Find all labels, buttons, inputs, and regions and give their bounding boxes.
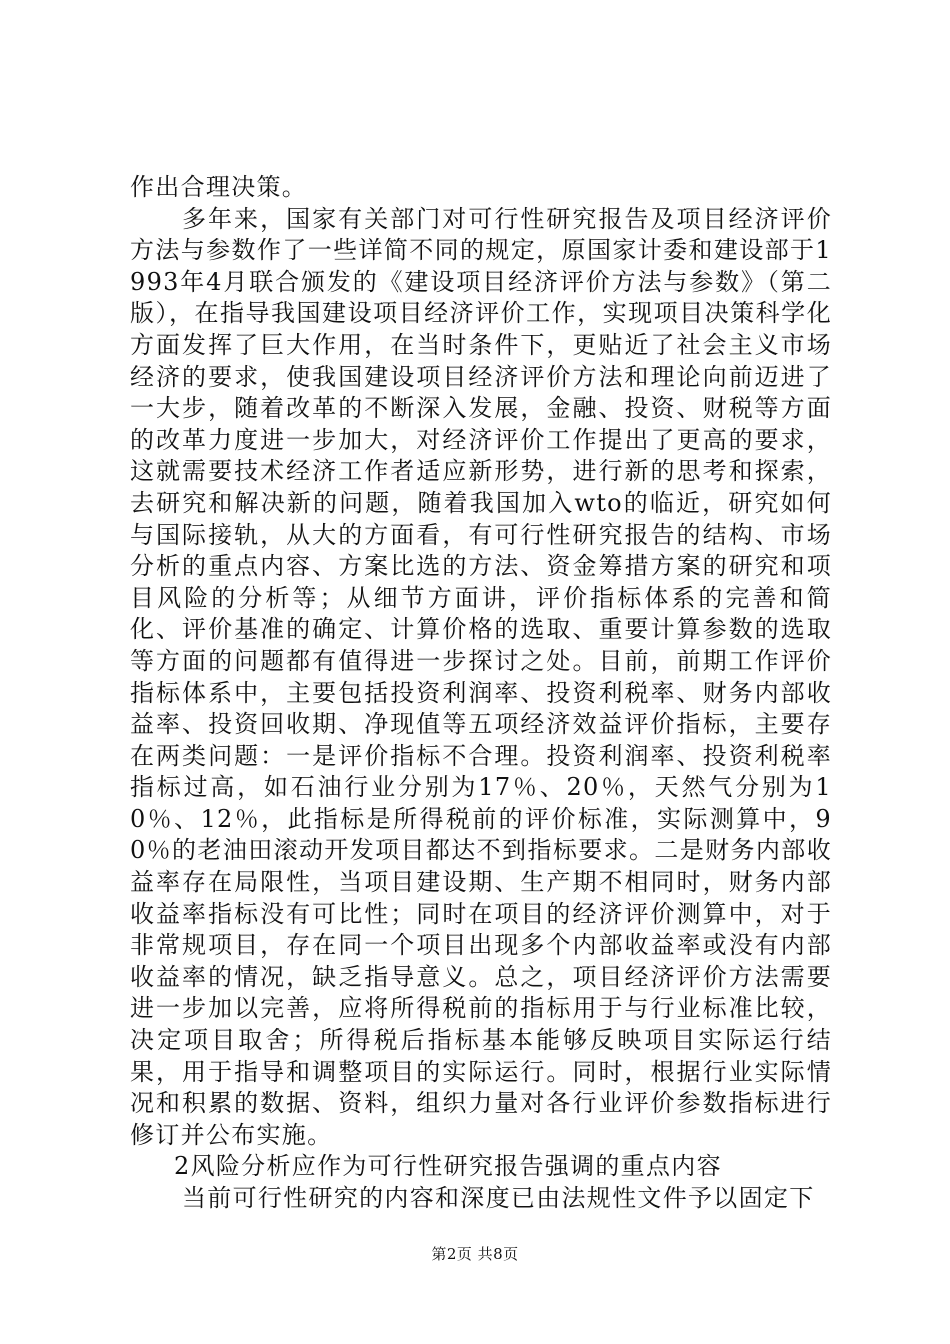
paragraph-next-start: 当前可行性研究的内容和深度已由法规性文件予以固定下 [182,1184,815,1212]
document-body [130,172,832,1215]
paragraph-main: 多年来，国家有关部门对可行性研究报告及项目经济评价方法与参数作了一些详简不同的规定，原国家计委和建设部于1993年4月联合颁发的《建设项目经济评价方法与参数》（第二版），在指导我国建设项目经济评价工作，实现项目决策科学化方面发挥了巨大作用，在当时条件下，更贴近了社会主义市场经济的要求，使我国建设项目经济评价方法和理论向前迈进了一大步，随着改革的不断深入发展，金融、投资、财税等方面的改革力度进一步加大，对经济评价工作提出了更高的要求，这就需要技术经济工作者适应新形势，进行新的思考和探索，去研究和解决新的问题，随着我国加入wto的临近，研究如何与国际接轨，从大的方面看，有可行性研究报告的结构、市场分析的重点内容、方案比选的方法、资金筹措方案的研究和项目风险的分析等；从细节方面讲，评价指标体系的完善和简化、评价基准的确定、计算价格的选取、重要计算参数的选取等方面的问题都有值得进一步探讨之处。目前，前期工作评价指标体系中，主要包括投资利润率、投资利税率、财务内部收益率、投资回收期、净现值等五项经济效益评价指标，主要存在两类问题：一是评价指标不合理。投资利润率、投资利税率指标过高，如石油行业分别为17％、20％，天然气分别为10％、12％，此指标是所得税前的评价标准，实际测算中，90％的老油田滚动开发项目都达不到指标要求。二是财务内部收益率存在局限性，当项目建设期、生产期不相同时，财务内部收益率指标没有可比性；同时在项目的经济评价测算中，对于非常规项目，存在同一个项目出现多个内部收益率或没有内部收益率的情况，缺乏指导意义。总之，项目经济评价方法需要进一步加以完善，应将所得税前的指标用于与行业标准比较，决定项目取舍；所得税后指标基本能够反映项目实际运行结果，用于指导和调整项目的实际运行。同时，根据行业实际情况和积累的数据、资料，组织力量对各行业评价参数指标进行修订并公布实施。 [130,204,832,1149]
page-footer [0,1244,950,1264]
paragraph-intro-tail: 作出合理决策。 [130,173,308,201]
section-heading: 2风险分析应作为可行性研究报告强调的重点内容 [174,1152,722,1181]
page-indicator: 第2页 共8页 [431,1245,519,1263]
